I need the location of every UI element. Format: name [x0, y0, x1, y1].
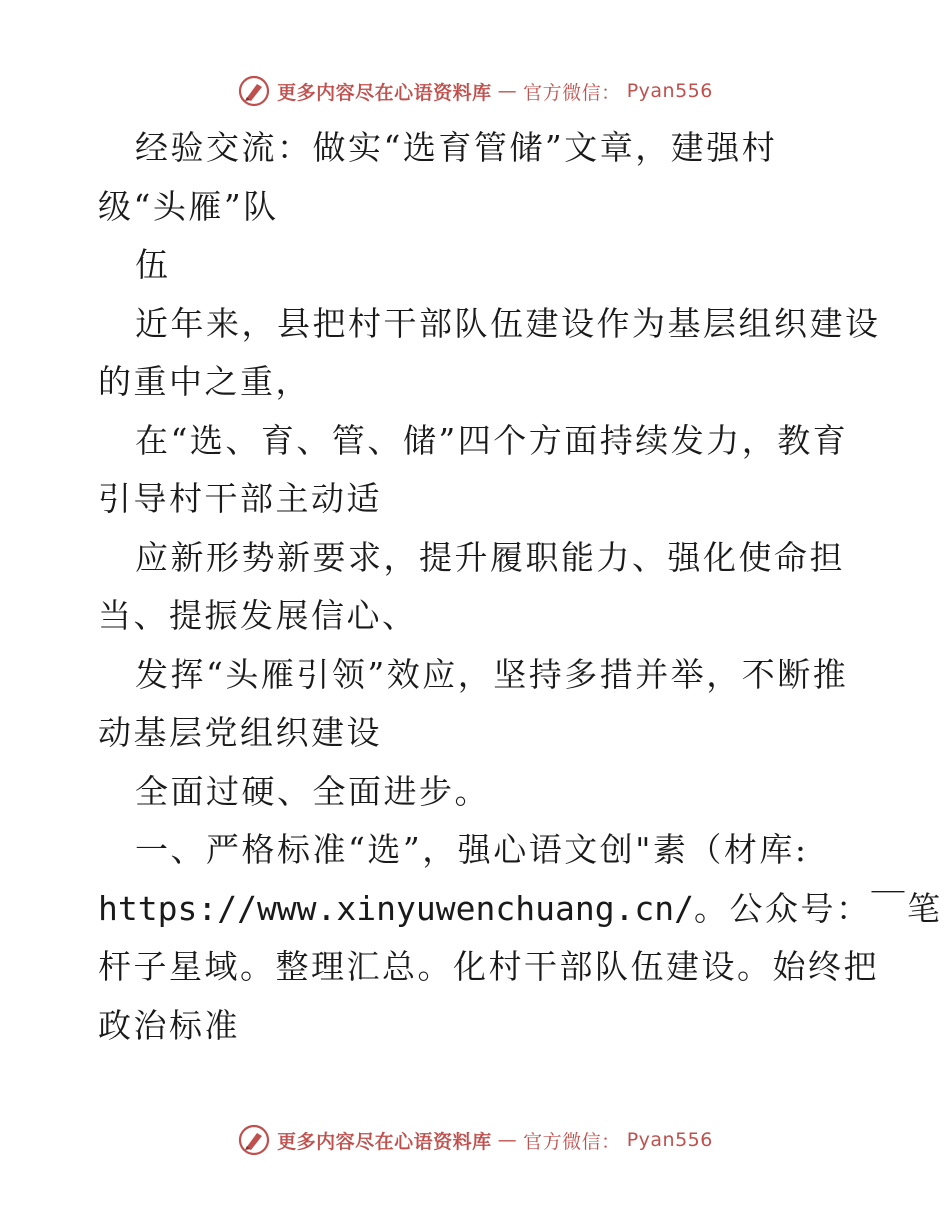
pen-logo-icon [237, 1123, 271, 1157]
url-line [98, 880, 943, 939]
paragraph-line: 的重中之重， [98, 362, 311, 401]
pen-logo-icon [237, 74, 271, 108]
document-title-line-2: 级“头雁”队 [98, 186, 279, 226]
source-url: https://www.xinyuwenchuang.cn/ [98, 888, 695, 928]
watermark-dash: — [497, 80, 518, 102]
paragraph-line: 近年来，县把村干部队伍建设作为基层组织建设 [135, 303, 881, 343]
document-title-line-3: 伍 [135, 245, 171, 284]
document-body [98, 119, 943, 1055]
watermark-official-label: 官方微信： [523, 81, 621, 104]
watermark-wechat-id: Pyan556 [626, 1129, 713, 1151]
paragraph-line: 引导村干部主动适 [98, 479, 382, 518]
paragraph-line: 杆子星域。整理汇总。化村干部队伍建设。始终把 [98, 947, 879, 986]
document-title-line-1: 经验交流：做实“选育管储”文章，建强村 [135, 128, 778, 167]
section-heading-line: 一、严格标准“选”，强心语文创"素（材库: [135, 830, 809, 869]
watermark-footer [0, 1120, 950, 1160]
watermark-header [0, 71, 950, 111]
watermark-main-text: 更多内容尽在心语资料库 [277, 81, 492, 104]
watermark-main-text: 更多内容尽在心语资料库 [277, 1130, 492, 1153]
public-account-text: 。公众号：￣笔 [694, 888, 943, 928]
paragraph-line: 在“选、育、管、储”四个方面持续发力，教育 [135, 420, 849, 460]
watermark-dash: — [497, 1129, 518, 1151]
paragraph-line: 发挥“头雁引领”效应，坚持多措并举，不断推 [135, 654, 849, 694]
paragraph-line: 全面过硬、全面进步。 [135, 771, 490, 811]
paragraph-line: 政治标准 [98, 1005, 240, 1045]
watermark-official-label: 官方微信： [523, 1130, 621, 1153]
watermark-wechat-id: Pyan556 [626, 80, 713, 102]
paragraph-line: 应新形势新要求，提升履职能力、强化使命担 [135, 537, 845, 577]
paragraph-line: 当、提振发展信心、 [98, 596, 418, 635]
paragraph-line: 动基层党组织建设 [98, 713, 382, 752]
